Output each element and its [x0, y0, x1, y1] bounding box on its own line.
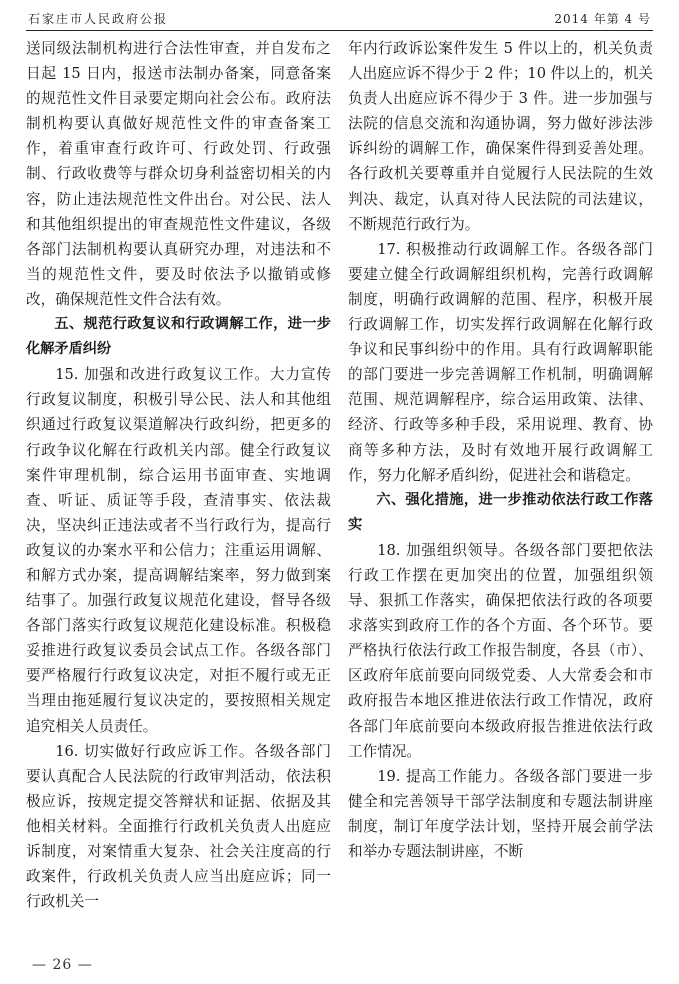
paragraph-19: 19. 提高工作能力。各级各部门要进一步健全和完善领导干部学法制度和专题法制讲座制度，制订年度学法计划，坚持开展会前学法和举办专题法制讲座，不断 [348, 767, 653, 860]
paragraph-17: 17. 积极推动行政调解工作。各级各部门要建立健全行政调解组织机构，完善行政调解制度，明确行政调解的范围、程序，积极开展行政调解工作，切实发挥行政调解在化解行政争议和民事纠纷中的作用。具有行政调解职能的部门要进一步完善调解工作机制，明确调解范围、规范调解程序，综合运用政策、法律、经济、行政等多种手段，采用说理、教育、协商等多种方法，及时有效地开展行政调解工作，努力化解矛盾纠纷，促进社会和谐稳定。 [348, 240, 653, 484]
paragraph-16-continued: 年内行政诉讼案件发生 5 件以上的，机关负责人出庭应诉不得少于 2 件；10 件以上的，机关负责人出庭应诉不得少于 3 件。进一步加强与法院的信息交流和沟通协调，努力做好涉法涉诉纠纷的调解工作，确保案件得到妥善处理。各行政机关要尊重并自觉履行人民法院的生效判决、裁定，认真对待人民法院的司法建议，不断规范行政行为。 [348, 40, 653, 233]
issue-number: 2014 年第 4 号 [554, 12, 651, 26]
paragraph-15: 15. 加强和改进行政复议工作。大力宣传行政复议制度，积极引导公民、法人和其他组织通过行政复议渠道解决行政纠纷，把更多的行政争议化解在行政机关内部。健全行政复议案件审理机制，综合运用书面审查、实地调查、听证、质证等手段，查清事实、依法裁决，坚决纠正违法或者不当行政行为，提高行政复议的办案水平和公信力；注重运用调解、和解方式办案，提高调解结案率，努力做到案结事了。加强行政复议规范化建设，督导各级各部门落实行政复议规范化建设标准。积极稳妥推进行政复议委员会试点工作。各级各部门要严格履行行政复议决定，对拒不履行或无正当理由拖延履行复议决定的，要按照相关规定追究相关人员责任。 [26, 366, 331, 735]
publication-title: 石家庄市人民政府公报 [28, 12, 169, 26]
paragraph-continued: 送同级法制机构进行合法性审查，并自发布之日起 15 日内，报送市法制办备案，同意备案的规范性文件目录要定期向社会公布。政府法制机构要认真做好规范性文件的审查备案工作，着重审查行政许可、行政处罚、行政强制、行政收费等与群众切身利益密切相关的内容，防止违法规范性文件出台。对公民、法人和其他组织提出的审查规范性文件建议，各级各部门法制机构要认真研究办理，对违法和不当的规范性文件，要及时依法予以撤销或修改，确保规范性文件合法有效。 [26, 40, 331, 308]
page-number: — 26 — [32, 957, 93, 973]
left-column [26, 36, 331, 914]
right-column [348, 36, 653, 864]
section-heading-5: 五、规范行政复议和行政调解工作，进一步化解矛盾纠纷 [26, 316, 331, 358]
section-heading-6: 六、强化措施，进一步推动依法行政工作落实 [348, 491, 653, 533]
paragraph-16: 16. 切实做好行政应诉工作。各级各部门要认真配合人民法院的行政审判活动，依法积极应诉，按规定提交答辩状和证据、依据及其他相关材料。全面推行行政机关负责人出庭应诉制度，对案情重大复杂、社会关注度高的行政案件，行政机关负责人应当出庭应诉；同一行政机关一 [26, 742, 331, 911]
page-header [26, 8, 653, 31]
paragraph-18: 18. 加强组织领导。各级各部门要把依法行政工作摆在更加突出的位置，加强组织领导、狠抓工作落实，确保把依法行政的各项要求落实到政府工作的各个方面、各个环节。要严格执行依法行政工作报告制度，各县（市）、区政府年底前要向同级党委、人大常委会和市政府报告本地区推进依法行政工作情况，政府各部门年底前要向本级政府报告推进依法行政工作情况。 [348, 541, 653, 760]
